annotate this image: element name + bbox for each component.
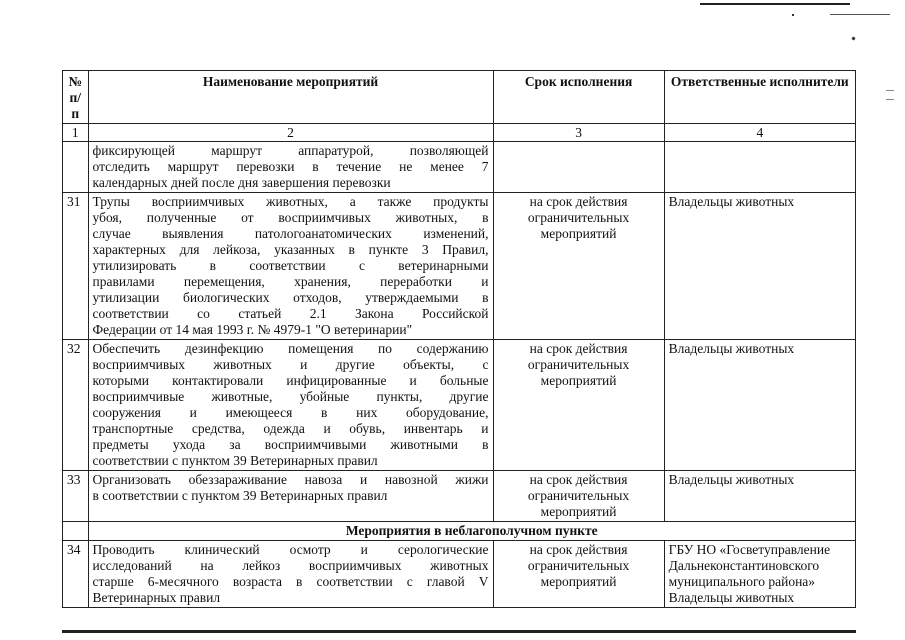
- measure-text: [88, 541, 493, 608]
- term-line: мероприятий: [540, 226, 617, 241]
- term-line: на срок действия: [529, 341, 628, 356]
- column-index-row: [63, 124, 856, 142]
- term-cell: [493, 340, 664, 471]
- term-line: на срок действия: [529, 194, 628, 209]
- term-line: ограничительных: [527, 357, 630, 372]
- scan-artifact-line: [700, 3, 850, 5]
- measure-text: [88, 471, 493, 522]
- term-line: ограничительных: [527, 210, 630, 225]
- term-cell: [493, 471, 664, 522]
- responsible-line: Владельцы животных: [668, 341, 795, 356]
- measure-text: [88, 193, 493, 340]
- row-number: 33: [63, 471, 89, 522]
- row-number: 31: [63, 193, 89, 340]
- text-line: случае выявления патологоанатомических изменений,: [92, 226, 489, 241]
- text-line: утилизировать в соответствии с ветеринарными: [92, 258, 489, 273]
- text-line: предметы ухода за восприимчивыми животными в: [92, 437, 489, 452]
- row-number: [63, 522, 89, 541]
- table-row-continuation: [63, 142, 856, 193]
- table-row: [63, 193, 856, 340]
- index-cell: 1: [63, 124, 89, 142]
- table-row: [63, 471, 856, 522]
- text-line: Обеспечить дезинфекцию помещения по содержанию: [92, 341, 489, 356]
- row-number: [63, 142, 89, 193]
- term-line: мероприятий: [540, 373, 617, 388]
- text-line: Ветеринарных правил: [92, 590, 221, 605]
- text-line: транспортные средства, одежда и обувь, инвентарь и: [92, 421, 489, 436]
- text-line: календарных дней после дня завершения перевозки: [92, 175, 391, 190]
- text-line: Трупы восприимчивых животных, а также продукты: [92, 194, 489, 209]
- responsible-line: Владельцы животных: [668, 194, 795, 209]
- text-line: утилизации биологических отходов, утверждаемыми в: [92, 290, 489, 305]
- row-number: 32: [63, 340, 89, 471]
- text-line: характерных для лейкоза, указанных в пункте 3 Правил,: [92, 242, 489, 257]
- responsible-line: Владельцы животных: [668, 590, 795, 605]
- term-line: ограничительных: [527, 488, 630, 503]
- term-line: мероприятий: [540, 504, 617, 519]
- scan-artifact-mark: [886, 90, 894, 91]
- page-bottom-rule: [62, 630, 856, 633]
- responsible-line: Владельцы животных: [668, 472, 795, 487]
- responsible-cell: [664, 471, 855, 522]
- text-line: Проводить клинический осмотр и серологические: [92, 542, 489, 557]
- table-row: [63, 340, 856, 471]
- section-header-row: [63, 522, 856, 541]
- text-line: сооружения и имеющееся в них оборудование,: [92, 405, 489, 420]
- text-line: старше 6-месячного возраста в соответствии с главой V: [92, 574, 489, 589]
- term-line: на срок действия: [529, 472, 628, 487]
- text-line: отследить маршрут перевозки в течение не менее 7: [92, 159, 489, 174]
- header-num: № п/п: [63, 71, 89, 124]
- text-line: соответствии с пунктом 39 Ветеринарных правил: [92, 453, 378, 468]
- row-number: 34: [63, 541, 89, 608]
- term-cell: [493, 541, 664, 608]
- term-cell: [493, 193, 664, 340]
- scan-artifact-dot: [792, 14, 794, 16]
- term-cell: [493, 142, 664, 193]
- responsible-line: Дальнеконстантиновского: [668, 558, 820, 573]
- index-cell: 2: [88, 124, 493, 142]
- section-title: Мероприятия в неблагополучном пункте: [88, 522, 856, 541]
- text-line: восприимчивых животных и другие объекты, с: [92, 357, 489, 372]
- text-line: правилами перемещения, хранения, переработки и: [92, 274, 489, 289]
- text-line: фиксирующей маршрут аппаратурой, позволяющей: [92, 143, 489, 158]
- text-line: в соответствии с пунктом 39 Ветеринарных правил: [92, 488, 388, 503]
- responsible-cell: [664, 340, 855, 471]
- text-line: исследований на лейкоз восприимчивых животных: [92, 558, 489, 573]
- header-name: Наименование мероприятий: [88, 71, 493, 124]
- scan-artifact-dot: [851, 36, 855, 40]
- measures-table: [62, 70, 856, 608]
- responsible-cell: [664, 142, 855, 193]
- text-line: убоя, полученные от восприимчивых животных, в: [92, 210, 489, 225]
- text-line: которыми контактировали инфицированные и больные: [92, 373, 489, 388]
- text-line: Федерации от 14 мая 1993 г. № 4979-1 "О ветеринарии": [92, 322, 413, 337]
- header-term: Срок исполнения: [493, 71, 664, 124]
- text-line: восприимчивые животные, убойные пункты, другие: [92, 389, 489, 404]
- term-line: мероприятий: [540, 574, 617, 589]
- term-line: ограничительных: [527, 558, 630, 573]
- measure-text: [88, 340, 493, 471]
- header-resp: Ответственные исполнители: [664, 71, 855, 124]
- scan-artifact-line: [830, 14, 890, 15]
- measure-text: [88, 142, 493, 193]
- responsible-cell: [664, 541, 855, 608]
- text-line: соответствии со статьей 2.1 Закона Российской: [92, 306, 489, 321]
- text-line: Организовать обеззараживание навоза и навозной жижи: [92, 472, 489, 487]
- responsible-cell: [664, 193, 855, 340]
- index-cell: 4: [664, 124, 855, 142]
- responsible-line: ГБУ НО «Госветуправление: [668, 542, 831, 557]
- term-line: на срок действия: [529, 542, 628, 557]
- index-cell: 3: [493, 124, 664, 142]
- table-row: [63, 541, 856, 608]
- table-header-row: [63, 71, 856, 124]
- scan-artifact-mark: [886, 99, 894, 100]
- responsible-line: муниципального района»: [668, 574, 816, 589]
